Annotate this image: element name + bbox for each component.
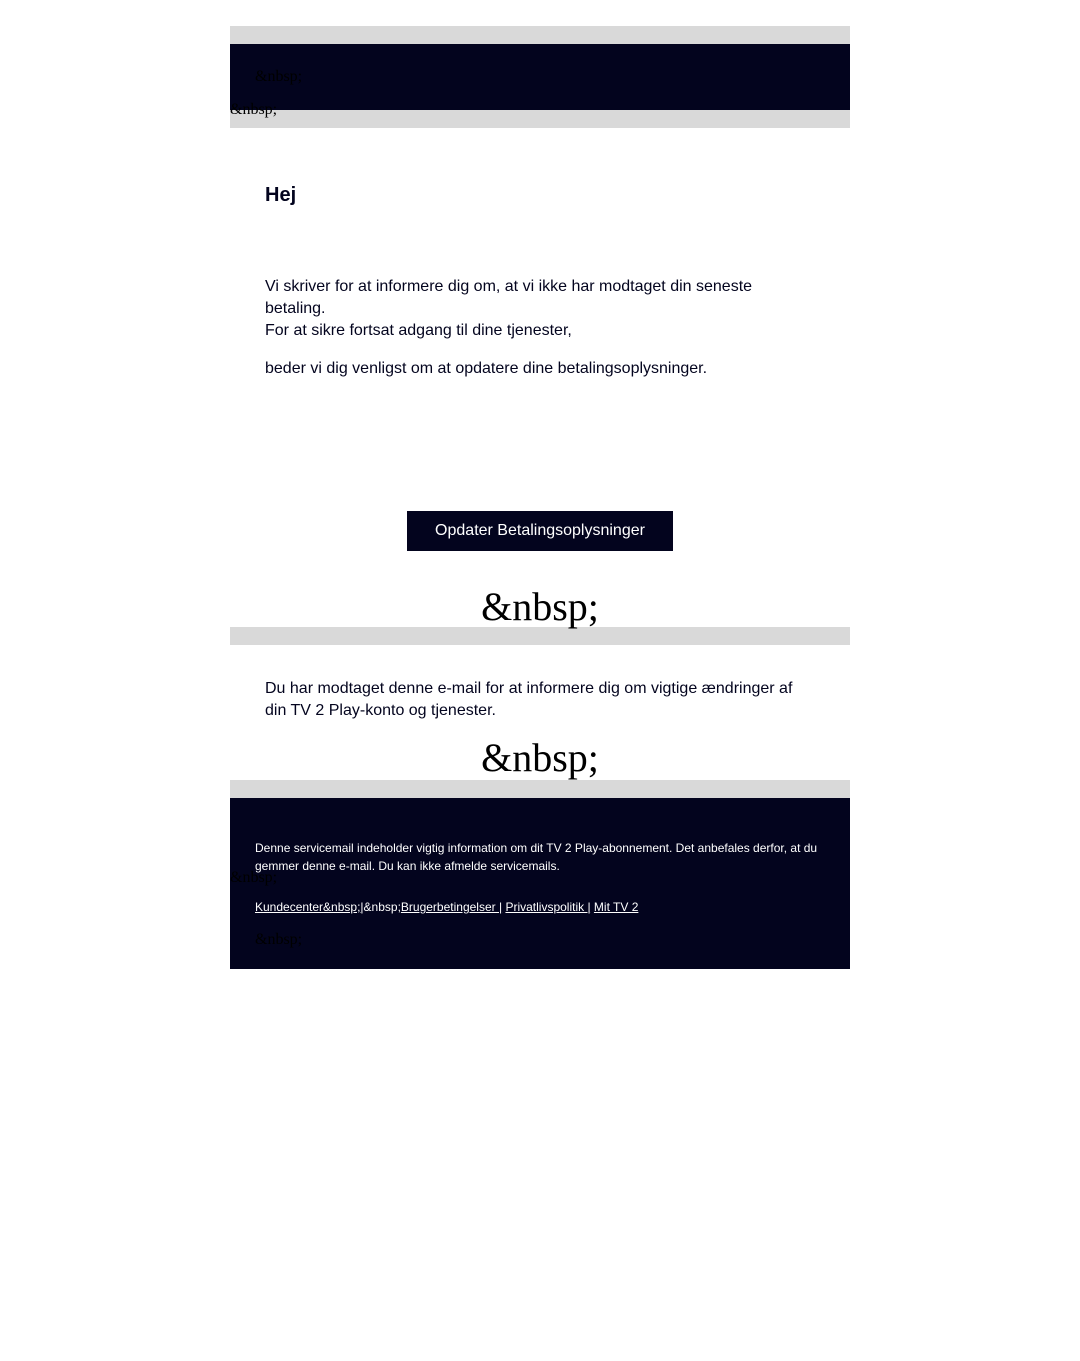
mit-tv2-link[interactable]: Mit TV 2 (593, 900, 639, 914)
header-nbsp-text: &nbsp; (255, 68, 303, 85)
message-line-2: For at sikre fortsat adgang til dine tjenester, (265, 322, 572, 339)
header-outer-nbsp-text: &nbsp; (230, 101, 278, 118)
spacer-nbsp-2: &nbsp; (481, 735, 599, 780)
notice-section (230, 645, 850, 780)
header-grey-bar (230, 101, 850, 128)
brugerbetingelser-link[interactable]: Brugerbetingelser | (400, 900, 503, 914)
message-line-1: Vi skriver for at informere dig om, at vi ikke har modtaget din seneste betaling. (265, 278, 753, 317)
spacer-nbsp-1: &nbsp; (481, 584, 599, 629)
footer-links (255, 900, 638, 914)
message-paragraph (265, 276, 785, 342)
greeting-heading: Hej (265, 184, 297, 206)
top-grey-bar (230, 26, 850, 44)
message-line-3: beder vi dig venligst om at opdatere dine betalingsoplysninger. (265, 360, 708, 377)
main-content (230, 128, 850, 627)
privatlivspolitik-link[interactable]: Privatlivspolitik | (505, 900, 591, 914)
header-band (230, 44, 850, 110)
footer-left-nbsp-text: &nbsp; (230, 869, 278, 886)
kundecenter-link[interactable]: Kundecenter&nbsp; (255, 900, 361, 914)
notice-text: Du har modtaget denne e-mail for at informere dig om vigtige ændringer af din TV 2 Play-konto og tjenester. (265, 680, 793, 719)
update-payment-button[interactable]: Opdater Betalingsoplysninger (407, 511, 673, 551)
footer-service-text: Denne servicemail indeholder vigtig information om dit TV 2 Play-abonnement. Det anbefales derfor, at du gemmer denne e-mail. Du kan ikke afmelde servicemails. (255, 841, 818, 873)
footer (230, 798, 850, 969)
footer-bottom-nbsp-text: &nbsp; (255, 931, 303, 948)
footer-grey-bar (230, 780, 850, 798)
email-container (230, 26, 850, 969)
link-separator: |&nbsp; (360, 900, 401, 914)
